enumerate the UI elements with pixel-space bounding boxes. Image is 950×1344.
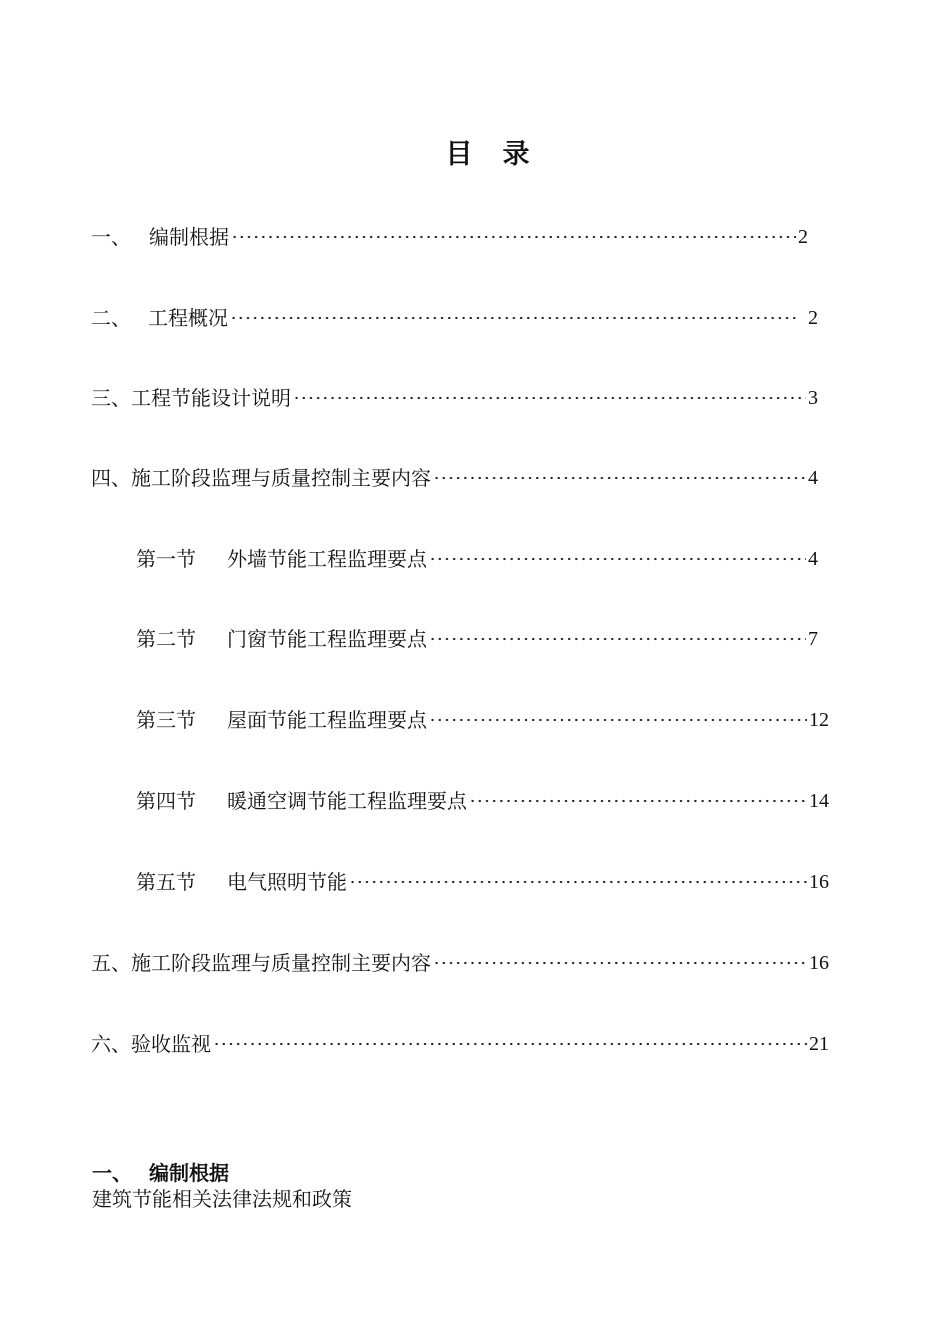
- toc-dot-leader: [349, 880, 807, 884]
- toc-entry-number: 第一节: [136, 547, 196, 571]
- toc-dot-leader: [231, 235, 796, 239]
- toc-entry-page: 12: [809, 709, 829, 731]
- toc-entry-page: 16: [809, 952, 829, 974]
- toc-entry-4[interactable]: [91, 463, 818, 493]
- toc-entry-number: 一、: [91, 225, 131, 249]
- toc-entry-page: 16: [809, 871, 829, 893]
- toc-entry-2[interactable]: [91, 303, 818, 333]
- toc-entry-page: 4: [808, 467, 818, 489]
- toc-entry-number: 二、: [91, 306, 131, 330]
- toc-entry-label: 暖通空调节能工程监理要点: [227, 789, 467, 813]
- toc-entry-7[interactable]: [136, 705, 829, 735]
- toc-entry-10[interactable]: [91, 948, 829, 978]
- toc-entry-label: 施工阶段监理与质量控制主要内容: [131, 951, 431, 975]
- toc-entry-page: 14: [809, 790, 829, 812]
- toc-entry-number: 第四节: [136, 789, 196, 813]
- section-body-text: 建筑节能相关法律法规和政策: [92, 1187, 352, 1211]
- toc-entry-8[interactable]: [136, 786, 829, 816]
- toc-entry-label: 验收监视: [131, 1032, 211, 1056]
- toc-entry-label: 编制根据: [149, 225, 229, 249]
- toc-entry-number: 四、: [91, 466, 131, 490]
- toc-entry-label: 电气照明节能: [227, 870, 347, 894]
- toc-title-char-2: 录: [502, 139, 530, 170]
- section-heading: [92, 1160, 229, 1186]
- toc-entry-number: 第二节: [136, 627, 196, 651]
- toc-entry-1[interactable]: [91, 222, 808, 252]
- toc-entry-page: 2: [808, 307, 818, 329]
- toc-entry-number: 第五节: [136, 870, 196, 894]
- toc-entry-9[interactable]: [136, 867, 829, 897]
- toc-entry-label: 工程概况: [148, 306, 228, 330]
- toc-entry-3[interactable]: [91, 383, 818, 413]
- toc-entry-label: 外墙节能工程监理要点: [227, 547, 427, 571]
- toc-dot-leader: [230, 316, 796, 320]
- section-heading-number: 一、: [92, 1161, 132, 1185]
- toc-dot-leader: [433, 476, 806, 480]
- toc-entry-page: 21: [809, 1033, 829, 1055]
- toc-entry-5[interactable]: [136, 544, 818, 574]
- toc-entry-page: 3: [808, 387, 818, 409]
- toc-entry-number: 五、: [91, 951, 131, 975]
- toc-entry-6[interactable]: [136, 624, 818, 654]
- toc-entry-number: 六、: [91, 1032, 131, 1056]
- toc-dot-leader: [429, 637, 806, 641]
- toc-entry-label: 工程节能设计说明: [131, 386, 291, 410]
- toc-entry-11[interactable]: [91, 1029, 829, 1059]
- toc-dot-leader: [293, 396, 806, 400]
- toc-dot-leader: [469, 799, 807, 803]
- toc-dot-leader: [429, 718, 807, 722]
- toc-dot-leader: [429, 557, 806, 561]
- toc-entry-label: 屋面节能工程监理要点: [227, 708, 427, 732]
- toc-entry-page: 4: [808, 548, 818, 570]
- toc-entry-number: 第三节: [136, 708, 196, 732]
- toc-entry-label: 施工阶段监理与质量控制主要内容: [131, 466, 431, 490]
- toc-entry-page: 2: [798, 226, 808, 248]
- toc-dot-leader: [213, 1042, 807, 1046]
- toc-entry-label: 门窗节能工程监理要点: [227, 627, 427, 651]
- toc-title-char-1: 目: [445, 139, 473, 170]
- section-heading-title: 编制根据: [149, 1161, 229, 1185]
- toc-entry-number: 三、: [91, 386, 131, 410]
- toc-entry-page: 7: [808, 628, 818, 650]
- toc-dot-leader: [433, 961, 807, 965]
